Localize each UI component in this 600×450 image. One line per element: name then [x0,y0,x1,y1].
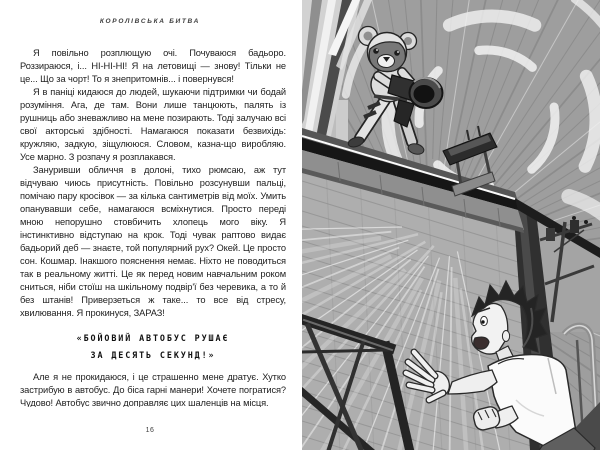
right-page [302,0,600,450]
body-text [20,47,286,407]
paragraph: Я в паніці кидаюся до людей, шукаючи підтримки чи бодай розуміння. Ага, де там. Вони лише танцюють, палять із рушниць або зневажливо на мене позирають. Тоді залучаю всі свої акторські здібності. Намагаюся показати безвихідь: кружляю, задкую, зіщулююся. Словом, казна-що виробляю. Усе марно. З розпачу я розплакався. [20,87,286,162]
page-number: 16 [145,427,155,434]
quote-line: «БОЙОВИЙ АВТОБУС РУШАЄ [76,333,230,343]
paragraph: Я повільно розплющую очі. Почуваюся бадьоро. Роззираюся, і... НІ-НІ-НІ! Я на летовищі — знову! Тільки не це... Що за чорт! То я знепритомнів... і повернувся! [20,48,286,84]
paragraph: Зануривши обличчя в долоні, тихо рюмсаю, аж тут відчуваю чиюсь присутність. Повільно розсунувши пальці, помічаю пару кросівок — за кілька сантиметрів від моїх. Умить опанувавши себе, намагаюся всміхнутися. Просто переді мною непорушно стовбичить хлопець мого віку. Я інстинктивно відступаю на крок. Тоді чувак раптово видає бадьорий деб — знаєте, той популярний рух? Окей. Це просто сон. Кошмар. Інакшого пояснення немає. Ніхто не поводиться так в реальному житті. Це як перед новим навчальним роком сниться, ніби стоїш на шкільному подвір'ї без черевика, а то й без штанів! Приверзеться ж таке... то все від стресу, хвилювання. Я прокинуся, ЗАРАЗ! [20,165,286,318]
battle-bus-announcement [20,330,286,363]
quote-line: ЗА ДЕСЯТЬ СЕКУНД!» [90,349,216,360]
running-head: КОРОЛІВСЬКА БИТВА [99,18,201,25]
battle-royale-illustration [302,0,600,450]
paragraph: Але я не прокидаюся, і це страшенно мене дратує. Хутко застрибую в автобус. До біса гарні манери! Хочете погратися? Чудово! Автобус звично доправляє цих шаленців на місця. [20,372,286,407]
